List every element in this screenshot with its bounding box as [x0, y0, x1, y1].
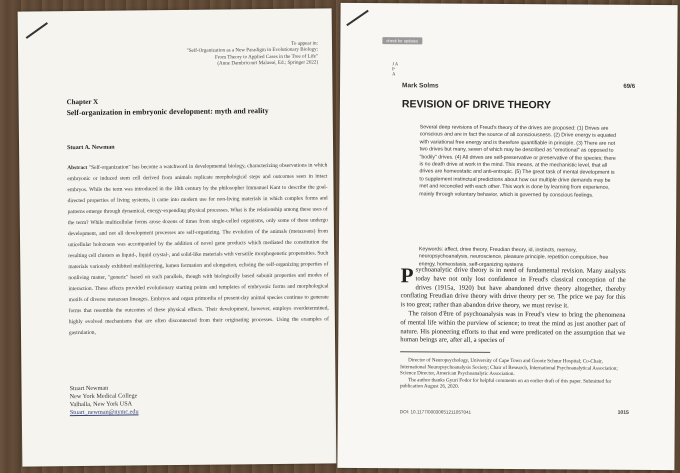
- article-body: [400, 263, 626, 347]
- body-paragraph-2: The raison d'être of psychoanalysis was in Freud's view to bring the phenomena of mental life within the purview of science; to treat the mind as just another part of nature. His pioneering efforts to that end were predicated on the assumption that we human beings are, after all, a species of: [400, 310, 626, 345]
- footnote-acknowledgment: The author thanks Gyuri Fodor for helpful comments on an earlier draft of this paper. Submitted for publication August 26, 2020.: [399, 376, 612, 390]
- doi-line: DOI: 10.1177/0003065121105?041: [399, 409, 472, 415]
- chapter-author: Stuart A. Newman: [67, 144, 115, 152]
- pen-stroke-mark: [346, 10, 369, 26]
- drop-cap-letter: P: [400, 263, 414, 288]
- article-title: REVISION OF DRIVE THEORY: [401, 98, 551, 112]
- citation-line: To appear in:: [291, 40, 319, 47]
- left-paper-page: [18, 8, 337, 466]
- footnote-rule: [400, 351, 490, 353]
- article-abstract: Several deep revisions of Freud's theory of the drives are proposed: (1) Drives are conscious and are in fact the source of all consciousness. (2) Drive energy is equated with variational free energy and is therefore quantifiable in principle. (3) There are not two drives but many, seven of which may be described as "emotional" as opposed to "bodily" drives. (4) All drives are self-preservative or preservative of the species; there is no death drive at work in the mind. This means, at the mechanistic level, that all drives are homeostatic and anti-entropic. (5) The great task of mental development is to supplement instinctual predictions about how our multiple drive demands may be met and reconciled with each other. This work is done by learning from experience, mainly through voluntary behavior, which is governed by conscious feelings.: [419, 124, 617, 199]
- chapter-label: Chapter X: [66, 97, 99, 107]
- footnote-affiliation: Director of Neuropsychology, University of Cape Town and Groote Schuur Hospital; Co-Chair, International Neuropsychoanalysis Society; Chair of Research, International Psychoanalytical Association; Science Director, American Psychoanalytic Association.: [400, 357, 618, 378]
- running-head-folio: 69/6: [623, 83, 636, 90]
- journal-logo-mark: J A P A: [392, 61, 398, 77]
- running-head-author: Mark Solms: [402, 82, 439, 90]
- body-paragraph-1: sychoanalytic drive theory is in need of fundamental revision. Many analysts today have not only lost confidence in Freud's classical conception of the drives (1915a, 1920) but have abandoned drive theory altogether, thereby conflating Freudian drive theory with drive theory per se. The price we pay for this is too great; rather than abandon drive theory, we must revise it.: [400, 266, 626, 310]
- address-line: Stuart Newman: [69, 384, 109, 393]
- address-line: New York Medical College: [69, 392, 138, 401]
- chapter-title: Self-organization in embryonic development: myth and reality: [66, 106, 269, 118]
- author-footnote: [400, 357, 625, 391]
- citation-line: From Theory to Applied Cases in the Tree of Life": [214, 53, 319, 61]
- citation-block: [138, 41, 318, 69]
- abstract-label: Abstract: [67, 164, 88, 172]
- abstract-text: "Self-organization" has become a watchword in developmental biology, characterizing observations in which embryonic or induced stem cell derived from animals replicate morphological steps and outcomes seen in intact embryos. While the term was introduced in the 18th century by the philosopher Immanuel Kant to describe the goal-directed properties of living systems, it came into modern use for non-living materials in which complex forms and patterns emerge through dynamical, energy-expending physical processes. What is the relationship among these uses of the term? While multicellular forms arose dozens of times from single-celled organisms, only some of these undergo development, and not all development processes are self-organizing. The evolution of the animals (metazoans) from unicellular holozoans was accompanied by the addition of novel gene products which mediated the constitution the resulting cell clusters as liquid-, liquid crystal-, and solid-like materials with versatile morphogenetic propensities. Such materials variously exhibited multilayering, lumen formation and elongation, echoing the self-organizing properties of nonliving matter, "generic" based on such parallels, though with biologically based subunit properties and modes of interaction. These effects provided evolutionary starting points and templates of embryonic forms and morphological motifs of diverse metazoan lineages. Embryos and organ primordia of present-day animal species continue to generate forms that resemble the outcomes of these physical effects. Their development, however, employs overdetermined, highly evolved mechanisms that are often disconnected from their originating processes. Using the examples of gastrulation,: [67, 162, 329, 337]
- check-for-updates-badge[interactable]: check for updates: [382, 37, 422, 44]
- abstract-paragraph: [67, 160, 329, 339]
- author-email-link[interactable]: Stuart_newman@nymc.edu: [69, 408, 139, 417]
- author-address: [70, 384, 139, 417]
- address-line: Valhalla, New York USA: [69, 400, 133, 409]
- article-keywords: Keywords: affect, drive theory, Freudian theory, id, instincts, memory, neuropsychoanalysis, neuroscience, pleasure principle, repetition compulsion, free energy, homeostasis, self-organizing systems: [418, 246, 609, 268]
- pen-stroke-mark: [26, 22, 48, 39]
- page-number: 1015: [617, 409, 629, 416]
- citation-line: "Self-Organization as a New Paradigm in Evolutionary Biology:: [186, 46, 319, 55]
- right-paper-page: [337, 3, 677, 470]
- citation-line: (Anne Dambricourt Malassé, Ed.; Springer 2022): [217, 59, 319, 67]
